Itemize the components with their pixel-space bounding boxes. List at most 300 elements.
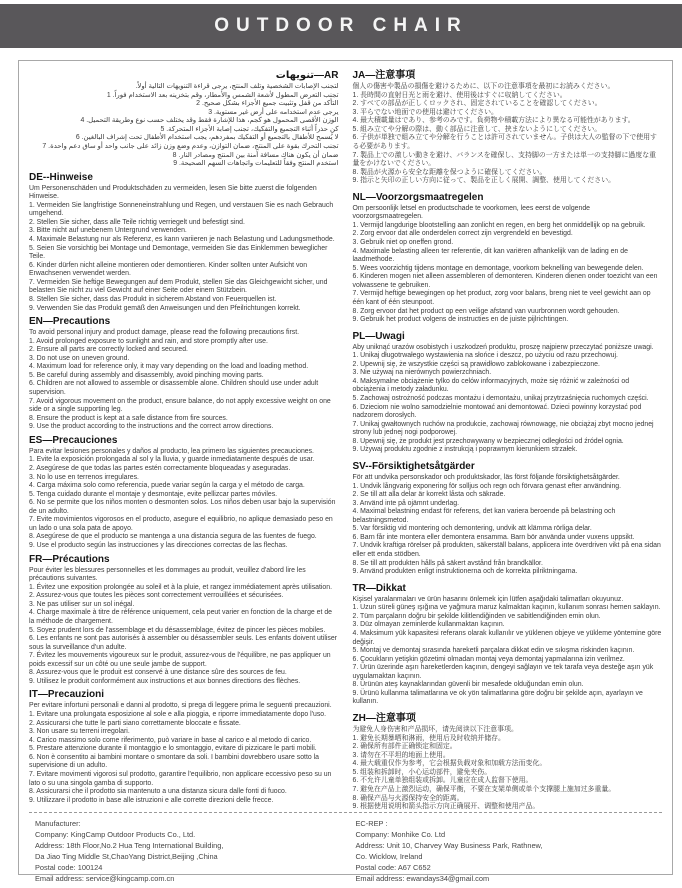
section-intro-ja: 個人の傷害や製品の損傷を避けるために、以下の注意事項を最初にお読みください。 (352, 83, 615, 90)
precaution-number: 9 (173, 160, 178, 168)
precaution-line (353, 690, 663, 707)
precaution-number: 3. (352, 751, 359, 759)
precaution-text: 组装和拆卸时，小心运动部件，避免夹伤。 (360, 768, 492, 776)
section-en (29, 316, 339, 432)
section-sv (353, 461, 663, 577)
precaution-line (29, 372, 339, 381)
precaution-line (29, 355, 339, 364)
precaution-text: Zorg ervoor dat alle onderdelen correct zijn vergrendeld en bevestigd. (360, 230, 573, 238)
precaution-text: Kinderen mogen niet alleen assembleren of demonteren. Kinderen dienen onder toezicht van een volwassene te gebruiken. (352, 273, 658, 289)
precaution-text: Maximale belasting alleen ter referentie, dit kan variëren afhankelijk van de lading en de laadmethode. (352, 247, 628, 264)
precaution-text: يرجى عدم استخدامه على أرض غير مستوية. (213, 108, 339, 116)
precaution-number: 1 (106, 91, 111, 99)
precaution-line (29, 482, 339, 491)
precaution-line (353, 786, 663, 795)
precaution-text: Undvik kraftiga rörelser på produkten, säkerställ balans, applicera inte överdriven vikt på ena sidan eller ett enda stödben. (352, 542, 661, 558)
footer-line: Company: Monhike Co. Ltd (355, 829, 446, 839)
precaution-text: Uzun süreli güneş ışığına ve yağmura maruz kalmaktan kaçının, kullanım sonrası hemen saklayın. (360, 604, 661, 612)
section-it (29, 689, 339, 805)
precaution-line (353, 290, 663, 307)
section-title-zh: ZH—注意事项 (352, 713, 416, 724)
precaution-text: Use the product according to the instructions and the correct arrow directions. (36, 423, 274, 431)
precaution-text: Evitare movimenti vigorosi sul prodotto, garantire l'equilibrio, non applicare eccessivo peso su un lato o su una singola gamba di supporto. (29, 770, 332, 787)
precaution-text: ضمان أن يكون هناك مسافة آمنة بين المنتج ومصادر النار. (178, 151, 339, 159)
precautions-columns (29, 67, 662, 812)
precaution-number: 5. (29, 745, 35, 753)
precaution-line (29, 219, 339, 228)
precaution-number: 1. (352, 482, 359, 490)
section-intro-nl: Om persoonlijk letsel en productschade te voorkomen, lees eerst de volgende voorzorgsmaatregelen. (352, 204, 590, 221)
section-intro-it: Per evitare infortuni personali e danni al prodotto, si prega di leggere prima le seguenti precauzioni. (29, 702, 332, 710)
precaution-line (29, 465, 339, 474)
precaution-line (29, 601, 339, 610)
precaution-line (353, 265, 663, 274)
precaution-line (29, 398, 339, 415)
precaution-text: 指示と矢印の正しい方向に従って、製品を正しく展開、調整、使用してください。 (360, 177, 615, 185)
column-left (29, 67, 339, 812)
section-intro-ar: لتجنب الإصابات الشخصية وتلف المنتج، يرجى قراءة التنويهات التالية أولاً. (135, 83, 339, 90)
precaution-text: Charge maximale à titre de référence uniquement, cela peut varier en fonction de la charge et de la méthode de chargement. (29, 609, 332, 625)
precaution-text: 子供が単独で組み立てや分解を行うことは許可されていません。子供は大人の監督の下で使用する必要があります。 (352, 134, 657, 150)
section-intro-sv: För att undvika personskador och produktskador, läs först följande försiktighetsåtgärder. (352, 473, 620, 481)
precaution-line (29, 788, 339, 797)
precaution-number: 1. (352, 734, 359, 742)
precaution-number: 2. (29, 592, 35, 600)
precaution-line (29, 499, 339, 516)
precaution-number: 5. (29, 490, 35, 498)
precaution-text: Unikaj gwałtownych ruchów na produkcie, zachowaj równowagę, nie obciążaj zbyt mocno jednej strony lub jednej nogi podporowej. (352, 420, 654, 437)
precaution-line (353, 421, 663, 438)
precaution-number: 4. (29, 609, 35, 617)
precaution-text: Carga máxima solo como referencia, puede variar según la carga y el método de carga. (36, 482, 305, 490)
section-pl (353, 331, 663, 455)
precaution-line (353, 438, 663, 447)
precaution-number: 7. (29, 770, 35, 778)
precaution-text: Gebruik het product volgens de instructies en de juiste pijlrichtingen. (360, 316, 569, 324)
precaution-text: Kinder dürfen nicht alleine montieren oder demontieren. Kinder sollten unter Aufsicht von Erwachsenen verwendet werden. (29, 261, 308, 278)
precaution-number: 5. (352, 647, 359, 655)
precaution-number: 5. (352, 125, 359, 133)
footer-line: Company: KingCamp Outdoor Products Co., Ltd. (35, 829, 196, 839)
precaution-line (29, 771, 339, 788)
precaution-line (353, 613, 663, 622)
precaution-number: 6. (352, 134, 359, 142)
precaution-number: 8. (352, 168, 359, 176)
footer-line: EC-REP : (355, 818, 388, 828)
precaution-number: 3 (208, 108, 213, 116)
footer-manufacturer (35, 818, 346, 885)
precaution-number: 1. (29, 337, 35, 345)
precaution-number: 2. (29, 218, 35, 226)
precaution-text: 避免在产品上激烈运动，确保平衡，不要在支架单侧或单个支撑腿上施加过多重量。 (360, 785, 616, 793)
precaution-line (29, 143, 339, 152)
precaution-text: تجنب التحرك بقوة على المنتج، ضمان التوازن، وعدم وضع وزن زائد على جانب واحد أو ساق دعم واحدة. (48, 142, 339, 150)
precaution-number: 2. (352, 491, 359, 499)
precaution-text: すべての部品が正しくロックされ、固定されていることを確認してください。 (360, 100, 602, 108)
precaution-line (29, 262, 339, 279)
precaution-line (29, 592, 339, 601)
precaution-line (353, 109, 663, 118)
section-tr (353, 583, 663, 707)
precaution-text: Asegúrese de que el producto se mantenga a una distancia segura de las fuentes de fuego. (36, 533, 317, 541)
precaution-number: 3. (29, 227, 35, 235)
section-title-nl: NL—Voorzorgsmaatregelen (352, 191, 484, 203)
precaution-line (353, 100, 663, 109)
precaution-text: Var försiktig vid montering och demontering, undvik att klämma rörliga delar. (360, 525, 592, 533)
precaution-number: 2. (352, 360, 359, 368)
footer-line: Da Jiao Ting Middle St,ChaoYang District,Beijing ,China (35, 851, 218, 861)
precaution-number: 4. (352, 117, 359, 125)
precaution-number: 5. (352, 264, 359, 272)
section-title-it: IT—Precauzioni (29, 689, 105, 701)
precaution-text: Używaj produktu zgodnie z instrukcją i poprawnym kierunkiem strzałek. (360, 446, 578, 454)
precaution-line (29, 516, 339, 533)
precaution-number: 8 (172, 151, 177, 159)
precaution-line (29, 338, 339, 347)
precaution-number: 5. (352, 768, 359, 776)
precaution-line (29, 797, 339, 806)
precaution-line (29, 627, 339, 636)
precaution-number: 3. (352, 369, 359, 377)
section-title-sv: SV--Försiktighetsåtgärder (352, 460, 475, 472)
section-intro-en: To avoid personal injury and product damage, please read the following precautions first. (29, 329, 300, 337)
precaution-line (29, 669, 339, 678)
footer-line: Email address: service@kingcamp.com.cn (35, 874, 175, 884)
section-title-ja: JA—注意事項 (352, 70, 416, 81)
precaution-number: 8. (352, 437, 359, 445)
precaution-text: No se permite que los niños monten o desmonten solos. Los niños deben usar bajo la supervisión de un adulto. (29, 499, 336, 515)
precaution-line (353, 316, 663, 325)
precaution-line (29, 737, 339, 746)
precaution-line (353, 647, 663, 656)
precaution-text: Se till att produkten hålls på säkert avstånd från brandkällor. (360, 559, 543, 567)
footer-line: Manufacturer: (35, 818, 81, 828)
precaution-text: 最大積載量はであり、参考のみです。負荷物や積載方法により異なる可能性があります。 (360, 117, 635, 125)
precaution-text: Do not use on uneven ground. (36, 354, 130, 362)
precaution-line (353, 378, 663, 395)
precaution-number: 2. (352, 230, 359, 238)
precaution-number: 5. (352, 395, 359, 402)
precaution-number: 7. (352, 420, 359, 428)
precaution-text: Assicurarsi che tutte le parti siano correttamente bloccate e fissate. (36, 719, 241, 727)
precaution-number: 7. (29, 516, 35, 524)
precaution-number: 3. (29, 600, 35, 608)
precaution-text: Non usare su terreni irregolari. (36, 728, 130, 736)
precaution-text: Upewnij się, że produkt jest przechowywany w bezpiecznej odległości od źródeł ognia. (360, 437, 624, 445)
precaution-number: 6. (29, 753, 35, 761)
precaution-text: لا يُسمح للأطفال بالتجميع أو التفكيك بمفردهم، يجب استخدام الأطفال تحت إشراف البالغين. (81, 134, 339, 142)
precaution-number: 9. (352, 177, 359, 185)
precaution-text: Use el producto según las instrucciones y las direcciones correctas de las flechas. (36, 542, 288, 549)
precaution-text: Children are not allowed to assemble or disassemble alone. Children should use under adult supervision. (29, 380, 319, 396)
precaution-number: 2. (352, 612, 359, 620)
precaution-line (353, 352, 663, 361)
precaution-line (353, 273, 663, 290)
precaution-line (29, 652, 339, 669)
precaution-number: 1. (29, 201, 35, 209)
precaution-text: كن حذراً أثناء التجميع والتفكيك، تجنب إصابة الأجزاء المتحركة. (166, 125, 339, 133)
precaution-number: 8. (352, 559, 359, 567)
precaution-line (29, 754, 339, 771)
precaution-number: 7. (29, 397, 35, 405)
precaution-line (29, 296, 339, 305)
precaution-number: 3. (352, 621, 359, 629)
precaution-number: 1. (29, 456, 35, 464)
precaution-line (29, 152, 339, 161)
precaution-number: 8. (29, 295, 35, 303)
precaution-number: 5. (29, 626, 35, 634)
precaution-line (353, 500, 663, 509)
precaution-text: Unikaj długotrwałego wystawienia na słońce i deszcz, po użyciu od razu przechowuj. (360, 352, 618, 360)
precaution-number: 4. (352, 629, 359, 637)
section-nl (353, 192, 663, 325)
precaution-line (353, 525, 663, 534)
precaution-number: 6. (352, 403, 359, 411)
precaution-line (353, 308, 663, 317)
precaution-text: Barn får inte montera eller demontera ensamma. Barn bör använda under vuxens uppsikt. (360, 533, 635, 541)
precaution-number: 6. (29, 635, 35, 643)
precaution-line (353, 604, 663, 613)
precaution-text: 最大载重仅作为参考，它会根据负载对象和加载方法而变化。 (360, 760, 547, 768)
precaution-number: 8. (352, 681, 359, 689)
precaution-line (353, 630, 663, 647)
precaution-text: Gebruik niet op oneffen grond. (360, 239, 454, 246)
precaution-text: Montaj ve demontaj sırasında hareketli parçalara dikkat edin ve sıkışma riskinden kaçının. (360, 647, 635, 655)
precaution-number: 6. (29, 380, 35, 388)
precaution-text: 組み立てや分解の際は、動く部品に注意して、挟まないようにしてください。 (360, 125, 602, 133)
precaution-line (29, 346, 339, 355)
precaution-text: 製品上での激しい動きを避け、バランスを確保し、支持脚の一方または単一の支持脚に過度な重量をかけないでください。 (352, 151, 656, 168)
precaution-number: 4. (352, 760, 359, 768)
precaution-line (353, 621, 663, 630)
precaution-text: 製品が火源から安全な距離を保つように確保してください。 (360, 168, 547, 176)
section-intro-pl: Aby uniknąć urazów osobistych i uszkodzeń produktu, proszę najpierw przeczytać poniższe uwagi. (352, 343, 654, 351)
precaution-number: 7. (29, 278, 35, 286)
precaution-text: Ürünün ateş kaynaklarından güvenli bir mesafede olduğundan emin olun. (360, 681, 584, 689)
precaution-text: Assurez-vous que toutes les pièces sont correctement verrouillées et sécurisées. (36, 592, 284, 600)
precaution-line (29, 134, 339, 143)
section-intro-es: Para evitar lesiones personales y daños al producto, lea primero las siguientes precauciones. (29, 447, 314, 455)
precaution-number: 6. (29, 261, 35, 269)
section-intro-tr: Kişisel yaralanmaları ve ürün hasarını önlemek için lütfen aşağıdaki talimatları okuyunuz. (352, 595, 624, 603)
section-title-es: ES—Precauciones (29, 434, 118, 446)
precaution-text: Tüm parçaların doğru bir şekilde kilitlendiğinden ve sabitlendiğinden emin olun. (360, 612, 601, 620)
precaution-number: 9. (29, 423, 35, 431)
footer (29, 812, 662, 888)
precaution-text: Vermeiden Sie heftige Bewegungen auf dem Produkt, stellen Sie das Gleichgewicht sicher, und belasten Sie nicht zu viel Gewicht auf einer Seite oder einem Stützbein. (29, 278, 328, 295)
precaution-line (29, 720, 339, 729)
precaution-text: Zachowaj ostrożność podczas montażu i demontażu, unikaj przytrzaśnięcia ruchomych części. (360, 395, 649, 402)
precaution-line (353, 491, 663, 500)
precaution-line (29, 117, 339, 126)
footer-line: Address: Unit 10, Charvey Way Business Park, Rathnew, (355, 840, 543, 850)
section-ar (29, 70, 339, 169)
precaution-line (353, 361, 663, 370)
precaution-line (29, 728, 339, 737)
precaution-line (353, 656, 663, 665)
precaution-text: Evite la exposición prolongada al sol y la lluvia, y guarde inmediatamente después de usar. (36, 456, 315, 464)
precaution-text: Evitare una prolungata esposizione al sole e alla pioggia, e riporre immediatamente dopo l'uso. (36, 711, 327, 718)
precaution-text: تجنب التعرض المطول لأشعة الشمس والأمطار، وقم بتخزينه بعد الاستخدام فوراً. (112, 91, 339, 99)
precaution-number: 5. (352, 525, 359, 533)
precaution-text: No lo use en terrenos irregulares. (36, 473, 139, 481)
precaution-number: 9. (352, 803, 359, 811)
precaution-line (29, 160, 339, 169)
precaution-number: 1. (352, 604, 359, 612)
precaution-text: 避免长期暴晒和淋雨，使用后及时收纳并储存。 (360, 734, 505, 742)
precaution-number: 8. (29, 533, 35, 541)
precaution-text: Avoid vigorous movement on the product, ensure balance, do not apply excessive weight on one side or a single supporting leg. (29, 397, 331, 414)
precaution-text: Ürün üzerinde aşırı hareketlerden kaçının, dengeyi sağlayın ve tek tarafa veya desteğe aşırı yük uygulamaktan kaçının. (352, 664, 654, 680)
precaution-line (29, 109, 339, 118)
precaution-text: Wees voorzichtig tijdens montage en demontage, voorkom beknelling van bewegende delen. (360, 264, 644, 272)
precaution-number: 1. (29, 583, 35, 591)
section-title-tr: TR—Dikkat (352, 582, 406, 594)
precaution-number: 3. (352, 239, 359, 246)
precaution-line (353, 92, 663, 101)
precaution-number: 4. (29, 736, 35, 744)
precaution-line (353, 760, 663, 769)
precaution-text: 平らでない地面での使用は避けてください。 (360, 108, 498, 116)
precaution-text: الوزن الأقصى المحمول هو كجم، هذا للإشارة فقط وقد يختلف حسب نوع وطريقة التحميل. (86, 117, 339, 125)
precaution-number: 9. (352, 689, 359, 697)
precaution-text: Prestare attenzione durante il montaggio e lo smontaggio, evitare di pizzicare le parti mobili. (36, 745, 317, 753)
precaution-line (353, 735, 663, 744)
precaution-text: Seien Sie vorsichtig bei Montage und Demontage, vermeiden Sie das Einklemmen beweglicher Teile. (29, 244, 328, 261)
precaution-text: استخدم المنتج وفقاً للتعليمات واتجاهات السهم الصحيحة. (178, 160, 339, 168)
precaution-text: Evite movimientos vigorosos en el producto, asegure el equilibrio, no aplique demasiado peso en un lado o una sola pata de apoyo. (29, 516, 333, 532)
precaution-number: 2. (352, 100, 359, 108)
precaution-number: 6. (352, 273, 359, 281)
column-right (353, 67, 663, 812)
section-title-de: DE--Hinweise (29, 171, 93, 183)
precaution-text: 请勿在不平坦的地面上使用。 (360, 751, 450, 759)
precaution-text: Ensure the product is kept at a safe distance from fire sources. (36, 414, 228, 422)
precaution-text: Avoid prolonged exposure to sunlight and rain, and store promptly after use. (36, 337, 268, 345)
precaution-number: 7. (352, 151, 359, 159)
precaution-number: 4. (352, 508, 359, 516)
precaution-line (353, 681, 663, 690)
precaution-text: Nie używaj na nierównych powierzchniach. (360, 369, 492, 377)
precaution-line (353, 483, 663, 492)
precaution-number: 7. (352, 664, 359, 672)
precaution-line (353, 542, 663, 559)
precaution-line (29, 363, 339, 372)
precaution-number: 9. (29, 677, 35, 685)
precaution-line (29, 92, 339, 101)
precaution-text: Düz olmayan zeminlerde kullanmaktan kaçının. (360, 621, 505, 629)
precaution-line (29, 711, 339, 720)
precaution-text: Évitez les mouvements vigoureux sur le produit, assurez-vous de l'équilibre, ne pas appliquer un poids excessif sur un côté ou une seule jambe de support. (29, 652, 331, 668)
instruction-sheet (18, 60, 673, 884)
precaution-number: 7. (29, 652, 35, 660)
section-fr (29, 554, 339, 687)
precaution-line (29, 380, 339, 397)
precaution-number: 2. (29, 719, 35, 727)
precaution-number: 2. (29, 464, 35, 472)
precaution-line (29, 474, 339, 483)
section-es (29, 435, 339, 551)
precaution-number: 9. (29, 304, 35, 312)
precaution-number: 8. (29, 788, 35, 796)
precaution-line (353, 752, 663, 761)
precaution-line (353, 177, 663, 186)
precaution-text: Verwenden Sie das Produkt gemäß den Anweisungen und den Pfeilrichtungen korrekt. (36, 304, 301, 312)
precaution-number: 6. (352, 533, 359, 541)
precaution-text: Maksimum yük kapasitesi referans olarak kullanılır ve yüklenen objeye ve yükleme yöntemine göre değişir. (352, 629, 662, 646)
precaution-number: 8. (352, 307, 359, 315)
precaution-line (29, 202, 339, 219)
precaution-line (353, 248, 663, 265)
precaution-text: التأكد من قفل وتثبيت جميع الأجزاء بشكل صحيح. (201, 100, 339, 108)
precaution-number: 3. (29, 728, 35, 736)
precaution-text: Zorg ervoor dat het product op een veilige afstand van vuurbronnen wordt gehouden. (360, 307, 620, 315)
precaution-text: 确保所有部件正确锁定和固定。 (360, 743, 457, 751)
precaution-text: Maximum load for reference only, it may vary depending on the load and loading method. (36, 363, 309, 371)
section-intro-zh: 为避免人身伤害和产品损坏，请先阅读以下注意事项。 (352, 726, 518, 733)
precaution-text: Évitez une exposition prolongée au soleil et à la pluie, et rangez immédiatement après utilisation. (36, 583, 332, 591)
precaution-text: Maximal belastning endast för referens, det kan variera beroende på belastning och belastningsmetod. (352, 508, 616, 524)
section-zh (353, 713, 663, 812)
precaution-number: 7. (352, 290, 359, 298)
precaution-number: 3. (352, 108, 359, 116)
precaution-text: Undvik långvarig exponering för solljus och regn och förvara genast efter användning. (360, 482, 622, 490)
precaution-text: Tenga cuidado durante el montaje y desmontaje, evite pellizcar partes móviles. (36, 490, 278, 498)
precaution-number: 4. (352, 377, 359, 385)
footer-line: Address: 18th Floor,No.2 Hua Teng International Building, (35, 840, 224, 850)
precaution-number: 9. (352, 568, 359, 576)
precaution-text: Använd inte på ojämnt underlag. (359, 499, 460, 507)
section-title-fr: FR—Précautions (29, 553, 110, 565)
precaution-number: 1. (352, 91, 359, 99)
precaution-number: 6. (352, 777, 359, 785)
precaution-line (353, 134, 663, 151)
section-title-pl: PL—Uwagi (352, 330, 405, 342)
precaution-line (29, 584, 339, 593)
precaution-text: Maximale Belastung nur als Referenz, es kann variieren je nach Belastung und Ladungsmethode. (36, 236, 335, 243)
precaution-line (353, 152, 663, 169)
precaution-text: 确保产品与火源保持安全的距离。 (360, 794, 464, 802)
precaution-text: Använd produkten enligt instruktionerna och de korrekta pilriktningarna. (359, 568, 578, 576)
precaution-line (353, 117, 663, 126)
precaution-line (29, 491, 339, 500)
precaution-number: 4. (29, 236, 35, 243)
precaution-line (353, 508, 663, 525)
footer-line: Co. Wicklow, Ireland (355, 851, 423, 861)
precaution-number: 2. (352, 743, 359, 751)
precaution-number: 2 (196, 100, 201, 108)
precaution-number: 1. (352, 352, 359, 360)
precaution-text: 長時間の直射日光と雨を避け、使用後はすぐに収納してください。 (360, 91, 567, 99)
precaution-line (353, 169, 663, 178)
precaution-text: Soyez prudent lors de l'assemblage et du désassemblage, évitez de pincer les pièces mobiles. (36, 626, 326, 634)
precaution-number: 4. (29, 363, 35, 371)
precaution-line (353, 446, 663, 455)
precaution-line (29, 456, 339, 465)
precaution-text: Vermijd langdurige blootstelling aan zonlicht en regen, en berg het onmiddellijk op na gebruik. (360, 221, 646, 229)
precaution-text: Se till att alla delar är korrekt låsta och säkrade. (360, 491, 506, 499)
precaution-number: 6. (29, 499, 35, 507)
section-title-ar: AR—تنويهات (275, 70, 339, 81)
precaution-line (353, 743, 663, 752)
precaution-number: 5 (160, 125, 165, 133)
precaution-text: Utilizzare il prodotto in base alle istruzioni e alle corrette direzioni delle frecce. (36, 796, 274, 804)
section-intro-de: Um Personenschäden und Produktschäden zu vermeiden, lesen Sie bitte zuerst die folgenden Hinweise. (29, 184, 317, 201)
precaution-number: 4. (352, 247, 359, 255)
precaution-text: Stellen Sie sicher, dass alle Teile richtig verriegelt und befestigt sind. (36, 218, 245, 226)
precaution-number: 3. (352, 499, 359, 507)
precaution-line (29, 533, 339, 542)
